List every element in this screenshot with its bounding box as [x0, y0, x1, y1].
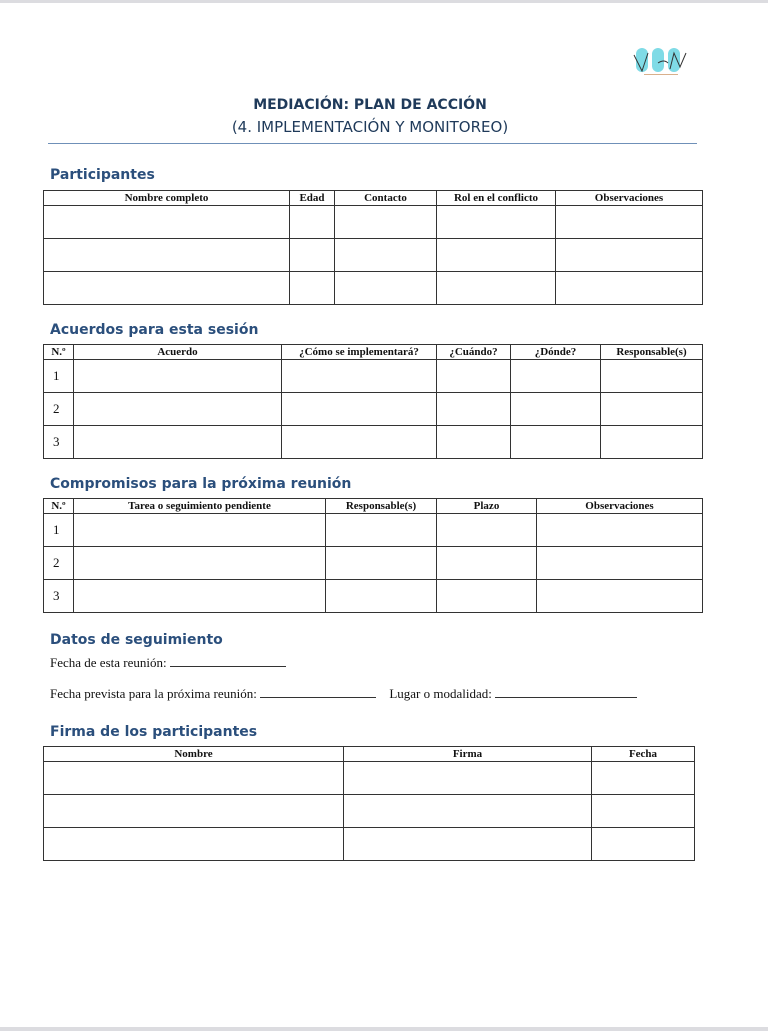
- cell[interactable]: [437, 360, 511, 393]
- cell[interactable]: [344, 795, 592, 828]
- row-number: 3: [44, 580, 74, 613]
- cell[interactable]: [326, 547, 437, 580]
- cell[interactable]: [556, 272, 703, 305]
- cell[interactable]: [437, 514, 537, 547]
- cell[interactable]: [437, 206, 556, 239]
- column-header: N.º: [44, 345, 74, 360]
- fecha-proxima-field[interactable]: [260, 686, 376, 698]
- cell[interactable]: [537, 514, 703, 547]
- cell[interactable]: [335, 239, 437, 272]
- column-header: Rol en el conflicto: [437, 191, 556, 206]
- lugar-label: Lugar o modalidad:: [389, 686, 492, 701]
- cell[interactable]: [290, 272, 335, 305]
- fecha-reunion-field[interactable]: [170, 655, 286, 667]
- column-header: Edad: [290, 191, 335, 206]
- cell[interactable]: [437, 272, 556, 305]
- row-number: 1: [44, 360, 74, 393]
- table-row: [44, 828, 695, 861]
- table-row: [44, 206, 703, 239]
- cell[interactable]: [601, 360, 703, 393]
- cell[interactable]: [556, 239, 703, 272]
- column-header: Acuerdo: [74, 345, 282, 360]
- section-title-participantes: Participantes: [50, 167, 155, 183]
- column-header: ¿Dónde?: [511, 345, 601, 360]
- column-header: Nombre: [44, 747, 344, 762]
- cell[interactable]: [335, 206, 437, 239]
- cell[interactable]: [511, 426, 601, 459]
- document-title: MEDIACIÓN: PLAN DE ACCIÓN: [253, 97, 487, 113]
- row-number: 3: [44, 426, 74, 459]
- cell[interactable]: [344, 828, 592, 861]
- cell[interactable]: [537, 547, 703, 580]
- cell[interactable]: [44, 272, 290, 305]
- cell[interactable]: [511, 393, 601, 426]
- fecha-proxima-label: Fecha prevista para la próxima reunión:: [50, 686, 257, 701]
- cell[interactable]: [44, 239, 290, 272]
- table-row: [44, 580, 703, 613]
- column-header: Contacto: [335, 191, 437, 206]
- cell[interactable]: [437, 580, 537, 613]
- section-title-compromisos: Compromisos para la próxima reunión: [50, 476, 352, 492]
- cell[interactable]: [290, 206, 335, 239]
- section-title-seguimiento: Datos de seguimiento: [50, 632, 223, 648]
- cell[interactable]: [44, 828, 344, 861]
- table-row: [44, 547, 703, 580]
- cell[interactable]: [326, 580, 437, 613]
- section-title-acuerdos: Acuerdos para esta sesión: [50, 322, 259, 338]
- column-header: Observaciones: [556, 191, 703, 206]
- cell[interactable]: [437, 239, 556, 272]
- column-header: Responsable(s): [326, 499, 437, 514]
- table-row: [44, 360, 703, 393]
- column-header: Responsable(s): [601, 345, 703, 360]
- cell[interactable]: [556, 206, 703, 239]
- cell[interactable]: [44, 762, 344, 795]
- table-row: [44, 393, 703, 426]
- cell[interactable]: [74, 580, 326, 613]
- cell[interactable]: [74, 393, 282, 426]
- column-header: Tarea o seguimiento pendiente: [74, 499, 326, 514]
- cell[interactable]: [601, 393, 703, 426]
- cell[interactable]: [44, 795, 344, 828]
- section-title-firma: Firma de los participantes: [50, 724, 258, 740]
- column-header: Firma: [344, 747, 592, 762]
- fecha-reunion-line: [50, 655, 286, 671]
- column-header: Fecha: [592, 747, 695, 762]
- cell[interactable]: [44, 206, 290, 239]
- cell[interactable]: [326, 514, 437, 547]
- column-header: Plazo: [437, 499, 537, 514]
- column-header: N.º: [44, 499, 74, 514]
- lugar-field[interactable]: [495, 686, 637, 698]
- cell[interactable]: [344, 762, 592, 795]
- cell[interactable]: [592, 795, 695, 828]
- acuerdos-table: [43, 344, 703, 459]
- cell[interactable]: [537, 580, 703, 613]
- table-row: [44, 762, 695, 795]
- compromisos-table: [43, 498, 703, 613]
- cell[interactable]: [437, 547, 537, 580]
- cell[interactable]: [437, 426, 511, 459]
- cell[interactable]: [511, 360, 601, 393]
- logo-image: [630, 45, 692, 79]
- cell[interactable]: [335, 272, 437, 305]
- document-subtitle: (4. IMPLEMENTACIÓN Y MONITOREO): [231, 118, 509, 136]
- cell[interactable]: [282, 393, 437, 426]
- column-header: Nombre completo: [44, 191, 290, 206]
- table-row: [44, 514, 703, 547]
- row-number: 2: [44, 393, 74, 426]
- table-row: [44, 272, 703, 305]
- table-row: [44, 795, 695, 828]
- participantes-table: [43, 190, 703, 305]
- cell[interactable]: [74, 514, 326, 547]
- column-header: ¿Cuándo?: [437, 345, 511, 360]
- table-row: [44, 239, 703, 272]
- cell[interactable]: [601, 426, 703, 459]
- cell[interactable]: [290, 239, 335, 272]
- cell[interactable]: [74, 360, 282, 393]
- column-header: Observaciones: [537, 499, 703, 514]
- cell[interactable]: [282, 426, 437, 459]
- cell[interactable]: [592, 828, 695, 861]
- row-number: 1: [44, 514, 74, 547]
- cell[interactable]: [592, 762, 695, 795]
- row-number: 2: [44, 547, 74, 580]
- cell[interactable]: [437, 393, 511, 426]
- title-divider: [48, 143, 697, 144]
- cell[interactable]: [74, 547, 326, 580]
- cell[interactable]: [282, 360, 437, 393]
- table-row: [44, 426, 703, 459]
- fecha-reunion-label: Fecha de esta reunión:: [50, 655, 167, 670]
- column-header: ¿Cómo se implementará?: [282, 345, 437, 360]
- cell[interactable]: [74, 426, 282, 459]
- fecha-proxima-line: [50, 686, 637, 702]
- firma-table: [43, 746, 695, 861]
